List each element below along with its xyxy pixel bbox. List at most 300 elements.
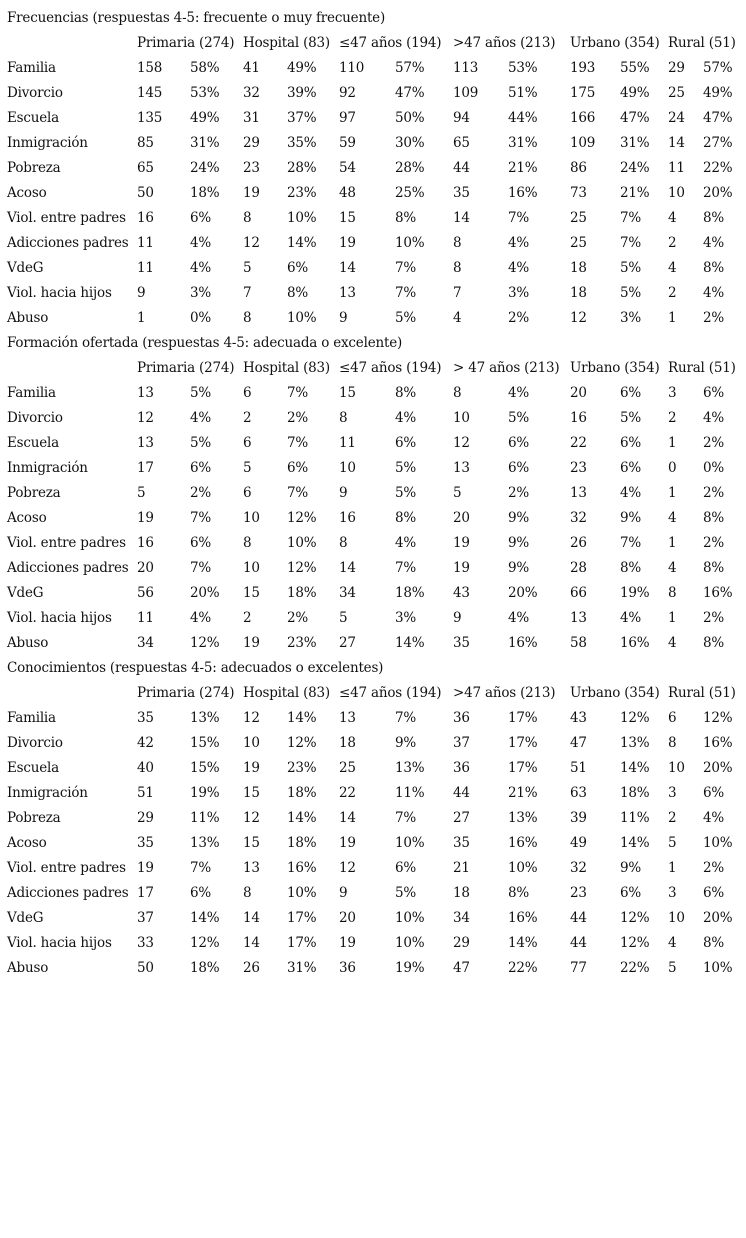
count-cell: 4 — [668, 210, 677, 226]
count-cell: 20 — [453, 510, 470, 526]
count-cell: 41 — [243, 60, 260, 76]
percent-cell: 55% — [620, 60, 650, 76]
table-row — [0, 506, 746, 531]
count-cell: 28 — [570, 560, 587, 576]
count-cell: 44 — [453, 785, 470, 801]
percent-cell: 14% — [620, 760, 650, 776]
table-section — [0, 656, 746, 981]
percent-cell: 23% — [287, 635, 317, 651]
count-cell: 36 — [339, 960, 356, 976]
percent-cell: 18% — [190, 960, 220, 976]
percent-cell: 7% — [620, 535, 642, 551]
count-cell: 16 — [137, 535, 154, 551]
count-cell: 7 — [453, 285, 462, 301]
table-row — [0, 456, 746, 481]
percent-cell: 20% — [703, 910, 733, 926]
count-cell: 13 — [339, 285, 356, 301]
count-cell: 29 — [668, 60, 685, 76]
percent-cell: 12% — [620, 935, 650, 951]
percent-cell: 8% — [703, 635, 725, 651]
table-row — [0, 181, 746, 206]
percent-cell: 5% — [395, 460, 417, 476]
column-header: ≤47 años (194) — [339, 35, 442, 51]
count-cell: 2 — [668, 810, 677, 826]
percent-cell: 13% — [508, 810, 538, 826]
count-cell: 13 — [339, 710, 356, 726]
count-cell: 20 — [570, 385, 587, 401]
percent-cell: 22% — [508, 960, 538, 976]
count-cell: 51 — [570, 760, 587, 776]
table-row — [0, 731, 746, 756]
percent-cell: 11% — [395, 785, 425, 801]
count-cell: 19 — [243, 760, 260, 776]
count-cell: 36 — [453, 760, 470, 776]
percent-cell: 4% — [395, 410, 417, 426]
count-cell: 27 — [453, 810, 470, 826]
count-cell: 26 — [570, 535, 587, 551]
count-cell: 6 — [243, 485, 252, 501]
count-cell: 54 — [339, 160, 356, 176]
row-label: Pobreza — [7, 810, 61, 826]
count-cell: 13 — [137, 385, 154, 401]
table-row — [0, 106, 746, 131]
section-title-line — [0, 331, 746, 356]
count-cell: 2 — [243, 410, 252, 426]
percent-cell: 10% — [395, 235, 425, 251]
column-header-row — [0, 31, 746, 56]
table-row — [0, 706, 746, 731]
percent-cell: 16% — [508, 185, 538, 201]
count-cell: 1 — [668, 860, 677, 876]
percent-cell: 58% — [190, 60, 220, 76]
row-label: Abuso — [7, 960, 49, 976]
count-cell: 50 — [137, 960, 154, 976]
percent-cell: 5% — [620, 410, 642, 426]
percent-cell: 14% — [508, 935, 538, 951]
percent-cell: 16% — [508, 835, 538, 851]
count-cell: 43 — [453, 585, 470, 601]
count-cell: 17 — [137, 885, 154, 901]
count-cell: 1 — [668, 535, 677, 551]
percent-cell: 44% — [508, 110, 538, 126]
percent-cell: 12% — [287, 560, 317, 576]
count-cell: 10 — [453, 410, 470, 426]
percent-cell: 49% — [703, 85, 733, 101]
count-cell: 23 — [570, 885, 587, 901]
count-cell: 24 — [668, 110, 685, 126]
count-cell: 39 — [570, 810, 587, 826]
percent-cell: 12% — [287, 735, 317, 751]
percent-cell: 5% — [620, 260, 642, 276]
percent-cell: 7% — [190, 560, 212, 576]
table-row — [0, 156, 746, 181]
percent-cell: 6% — [287, 260, 309, 276]
count-cell: 35 — [453, 635, 470, 651]
percent-cell: 24% — [620, 160, 650, 176]
row-label: Escuela — [7, 110, 59, 126]
table-row — [0, 81, 746, 106]
percent-cell: 20% — [703, 760, 733, 776]
percent-cell: 2% — [287, 610, 309, 626]
count-cell: 19 — [453, 560, 470, 576]
count-cell: 10 — [668, 760, 685, 776]
count-cell: 66 — [570, 585, 587, 601]
percent-cell: 7% — [190, 860, 212, 876]
percent-cell: 30% — [395, 135, 425, 151]
count-cell: 32 — [243, 85, 260, 101]
percent-cell: 4% — [703, 235, 725, 251]
percent-cell: 18% — [395, 585, 425, 601]
row-label: VdeG — [7, 260, 44, 276]
percent-cell: 10% — [395, 910, 425, 926]
percent-cell: 5% — [395, 485, 417, 501]
count-cell: 3 — [668, 885, 677, 901]
count-cell: 35 — [137, 835, 154, 851]
percent-cell: 2% — [703, 485, 725, 501]
row-label: Pobreza — [7, 160, 61, 176]
count-cell: 44 — [453, 160, 470, 176]
percent-cell: 6% — [190, 535, 212, 551]
percent-cell: 8% — [620, 560, 642, 576]
count-cell: 2 — [243, 610, 252, 626]
percent-cell: 6% — [508, 435, 530, 451]
row-label: Adicciones padres — [7, 560, 129, 576]
percent-cell: 20% — [508, 585, 538, 601]
count-cell: 19 — [137, 510, 154, 526]
percent-cell: 6% — [620, 385, 642, 401]
count-cell: 14 — [339, 260, 356, 276]
row-label: Abuso — [7, 635, 49, 651]
percent-cell: 53% — [190, 85, 220, 101]
row-label: Viol. entre padres — [7, 860, 126, 876]
count-cell: 110 — [339, 60, 365, 76]
count-cell: 14 — [243, 935, 260, 951]
percent-cell: 12% — [620, 910, 650, 926]
count-cell: 73 — [570, 185, 587, 201]
count-cell: 23 — [570, 460, 587, 476]
count-cell: 37 — [137, 910, 154, 926]
percent-cell: 23% — [287, 185, 317, 201]
count-cell: 47 — [570, 735, 587, 751]
count-cell: 86 — [570, 160, 587, 176]
count-cell: 9 — [339, 310, 348, 326]
percent-cell: 14% — [190, 910, 220, 926]
count-cell: 14 — [668, 135, 685, 151]
percent-cell: 6% — [190, 210, 212, 226]
count-cell: 11 — [137, 610, 154, 626]
percent-cell: 4% — [190, 610, 212, 626]
percent-cell: 17% — [508, 760, 538, 776]
percent-cell: 9% — [508, 510, 530, 526]
percent-cell: 18% — [620, 785, 650, 801]
count-cell: 29 — [243, 135, 260, 151]
percent-cell: 17% — [508, 735, 538, 751]
row-label: Divorcio — [7, 735, 63, 751]
count-cell: 34 — [137, 635, 154, 651]
percent-cell: 3% — [620, 310, 642, 326]
percent-cell: 21% — [508, 785, 538, 801]
percent-cell: 10% — [703, 835, 733, 851]
count-cell: 29 — [137, 810, 154, 826]
table-row — [0, 831, 746, 856]
percent-cell: 10% — [703, 960, 733, 976]
table-row — [0, 906, 746, 931]
row-label: Acoso — [7, 185, 47, 201]
count-cell: 19 — [339, 235, 356, 251]
percent-cell: 47% — [703, 110, 733, 126]
percent-cell: 16% — [620, 635, 650, 651]
count-cell: 10 — [243, 560, 260, 576]
percent-cell: 4% — [395, 535, 417, 551]
percent-cell: 4% — [508, 610, 530, 626]
count-cell: 25 — [339, 760, 356, 776]
count-cell: 109 — [453, 85, 479, 101]
percent-cell: 7% — [508, 210, 530, 226]
row-label: Viol. hacia hijos — [7, 935, 112, 951]
row-label: Escuela — [7, 760, 59, 776]
count-cell: 11 — [339, 435, 356, 451]
percent-cell: 8% — [395, 385, 417, 401]
count-cell: 10 — [668, 910, 685, 926]
count-cell: 8 — [243, 885, 252, 901]
percent-cell: 23% — [287, 760, 317, 776]
count-cell: 11 — [137, 260, 154, 276]
percent-cell: 10% — [287, 310, 317, 326]
column-header: Primaria (274) — [137, 35, 235, 51]
count-cell: 8 — [668, 735, 677, 751]
table-row — [0, 431, 746, 456]
column-header: Hospital (83) — [243, 685, 330, 701]
table-row — [0, 781, 746, 806]
count-cell: 16 — [570, 410, 587, 426]
percent-cell: 9% — [620, 510, 642, 526]
count-cell: 63 — [570, 785, 587, 801]
count-cell: 10 — [243, 735, 260, 751]
percent-cell: 49% — [620, 85, 650, 101]
table-section — [0, 331, 746, 656]
count-cell: 135 — [137, 110, 163, 126]
count-cell: 31 — [243, 110, 260, 126]
percent-cell: 6% — [620, 460, 642, 476]
percent-cell: 8% — [703, 210, 725, 226]
percent-cell: 27% — [703, 135, 733, 151]
count-cell: 6 — [668, 710, 677, 726]
count-cell: 15 — [243, 585, 260, 601]
percent-cell: 7% — [395, 560, 417, 576]
count-cell: 19 — [339, 935, 356, 951]
count-cell: 8 — [339, 410, 348, 426]
percent-cell: 4% — [508, 385, 530, 401]
count-cell: 2 — [668, 235, 677, 251]
percent-cell: 13% — [190, 710, 220, 726]
percent-cell: 18% — [287, 835, 317, 851]
count-cell: 6 — [243, 385, 252, 401]
count-cell: 16 — [339, 510, 356, 526]
count-cell: 50 — [137, 185, 154, 201]
percent-cell: 13% — [190, 835, 220, 851]
table-row — [0, 406, 746, 431]
count-cell: 13 — [453, 460, 470, 476]
percent-cell: 5% — [620, 285, 642, 301]
count-cell: 65 — [453, 135, 470, 151]
count-cell: 19 — [137, 860, 154, 876]
percent-cell: 15% — [190, 735, 220, 751]
count-cell: 4 — [668, 260, 677, 276]
count-cell: 15 — [243, 785, 260, 801]
count-cell: 0 — [668, 460, 677, 476]
count-cell: 43 — [570, 710, 587, 726]
count-cell: 9 — [137, 285, 146, 301]
percent-cell: 0% — [703, 460, 725, 476]
count-cell: 48 — [339, 185, 356, 201]
count-cell: 40 — [137, 760, 154, 776]
percent-cell: 12% — [190, 635, 220, 651]
count-cell: 113 — [453, 60, 479, 76]
percent-cell: 19% — [190, 785, 220, 801]
percent-cell: 9% — [620, 860, 642, 876]
percent-cell: 17% — [287, 935, 317, 951]
count-cell: 20 — [339, 910, 356, 926]
table-row — [0, 956, 746, 981]
row-label: Adicciones padres — [7, 885, 129, 901]
count-cell: 14 — [453, 210, 470, 226]
column-header: Rural (51) — [668, 685, 736, 701]
count-cell: 193 — [570, 60, 596, 76]
percent-cell: 10% — [508, 860, 538, 876]
percent-cell: 14% — [620, 835, 650, 851]
section-title-line — [0, 656, 746, 681]
count-cell: 12 — [243, 235, 260, 251]
count-cell: 56 — [137, 585, 154, 601]
percent-cell: 7% — [395, 260, 417, 276]
row-label: Inmigración — [7, 460, 88, 476]
count-cell: 4 — [668, 935, 677, 951]
count-cell: 59 — [339, 135, 356, 151]
count-cell: 18 — [570, 260, 587, 276]
count-cell: 8 — [453, 260, 462, 276]
table-row — [0, 381, 746, 406]
percent-cell: 3% — [508, 285, 530, 301]
count-cell: 1 — [668, 310, 677, 326]
count-cell: 15 — [339, 385, 356, 401]
table-row — [0, 881, 746, 906]
percent-cell: 2% — [508, 310, 530, 326]
count-cell: 15 — [243, 835, 260, 851]
column-header: Rural (51) — [668, 360, 736, 376]
section-title: Formación ofertada (respuestas 4-5: adecuada o excelente) — [7, 335, 403, 351]
percent-cell: 16% — [703, 735, 733, 751]
column-header: ≤47 años (194) — [339, 685, 442, 701]
row-label: VdeG — [7, 585, 44, 601]
percent-cell: 18% — [287, 585, 317, 601]
column-header: Primaria (274) — [137, 685, 235, 701]
percent-cell: 5% — [190, 435, 212, 451]
table-row — [0, 481, 746, 506]
count-cell: 3 — [668, 385, 677, 401]
count-cell: 12 — [453, 435, 470, 451]
count-cell: 5 — [453, 485, 462, 501]
count-cell: 14 — [243, 910, 260, 926]
count-cell: 29 — [453, 935, 470, 951]
percent-cell: 4% — [190, 235, 212, 251]
percent-cell: 53% — [508, 60, 538, 76]
percent-cell: 20% — [190, 585, 220, 601]
percent-cell: 16% — [508, 635, 538, 651]
percent-cell: 18% — [287, 785, 317, 801]
count-cell: 14 — [339, 560, 356, 576]
count-cell: 25 — [570, 210, 587, 226]
column-header: > 47 años (213) — [453, 360, 560, 376]
count-cell: 11 — [668, 160, 685, 176]
count-cell: 1 — [137, 310, 146, 326]
count-cell: 18 — [339, 735, 356, 751]
percent-cell: 6% — [287, 460, 309, 476]
count-cell: 18 — [453, 885, 470, 901]
row-label: Familia — [7, 60, 56, 76]
percent-cell: 7% — [287, 485, 309, 501]
count-cell: 145 — [137, 85, 163, 101]
percent-cell: 19% — [395, 960, 425, 976]
count-cell: 175 — [570, 85, 596, 101]
section-title-line — [0, 6, 746, 31]
count-cell: 37 — [453, 735, 470, 751]
percent-cell: 5% — [190, 385, 212, 401]
percent-cell: 49% — [190, 110, 220, 126]
count-cell: 44 — [570, 935, 587, 951]
row-label: Familia — [7, 710, 56, 726]
percent-cell: 8% — [703, 510, 725, 526]
percent-cell: 4% — [703, 810, 725, 826]
percent-cell: 6% — [703, 785, 725, 801]
percent-cell: 49% — [287, 60, 317, 76]
percent-cell: 8% — [395, 210, 417, 226]
percent-cell: 28% — [287, 160, 317, 176]
count-cell: 1 — [668, 485, 677, 501]
percent-cell: 17% — [508, 710, 538, 726]
percent-cell: 2% — [703, 535, 725, 551]
count-cell: 92 — [339, 85, 356, 101]
percent-cell: 4% — [508, 260, 530, 276]
percent-cell: 9% — [508, 535, 530, 551]
table-row — [0, 556, 746, 581]
count-cell: 32 — [570, 510, 587, 526]
percent-cell: 8% — [395, 510, 417, 526]
count-cell: 2 — [668, 285, 677, 301]
count-cell: 8 — [453, 385, 462, 401]
count-cell: 9 — [339, 485, 348, 501]
count-cell: 26 — [243, 960, 260, 976]
percent-cell: 20% — [703, 185, 733, 201]
percent-cell: 16% — [508, 910, 538, 926]
percent-cell: 57% — [395, 60, 425, 76]
count-cell: 12 — [339, 860, 356, 876]
percent-cell: 4% — [620, 485, 642, 501]
percent-cell: 2% — [190, 485, 212, 501]
row-label: Familia — [7, 385, 56, 401]
table-row — [0, 531, 746, 556]
percent-cell: 5% — [508, 410, 530, 426]
percent-cell: 6% — [703, 385, 725, 401]
percent-cell: 6% — [395, 435, 417, 451]
percent-cell: 8% — [703, 560, 725, 576]
percent-cell: 14% — [287, 235, 317, 251]
percent-cell: 8% — [508, 885, 530, 901]
percent-cell: 28% — [395, 160, 425, 176]
percent-cell: 8% — [703, 935, 725, 951]
percent-cell: 31% — [287, 960, 317, 976]
count-cell: 34 — [339, 585, 356, 601]
percent-cell: 5% — [395, 310, 417, 326]
